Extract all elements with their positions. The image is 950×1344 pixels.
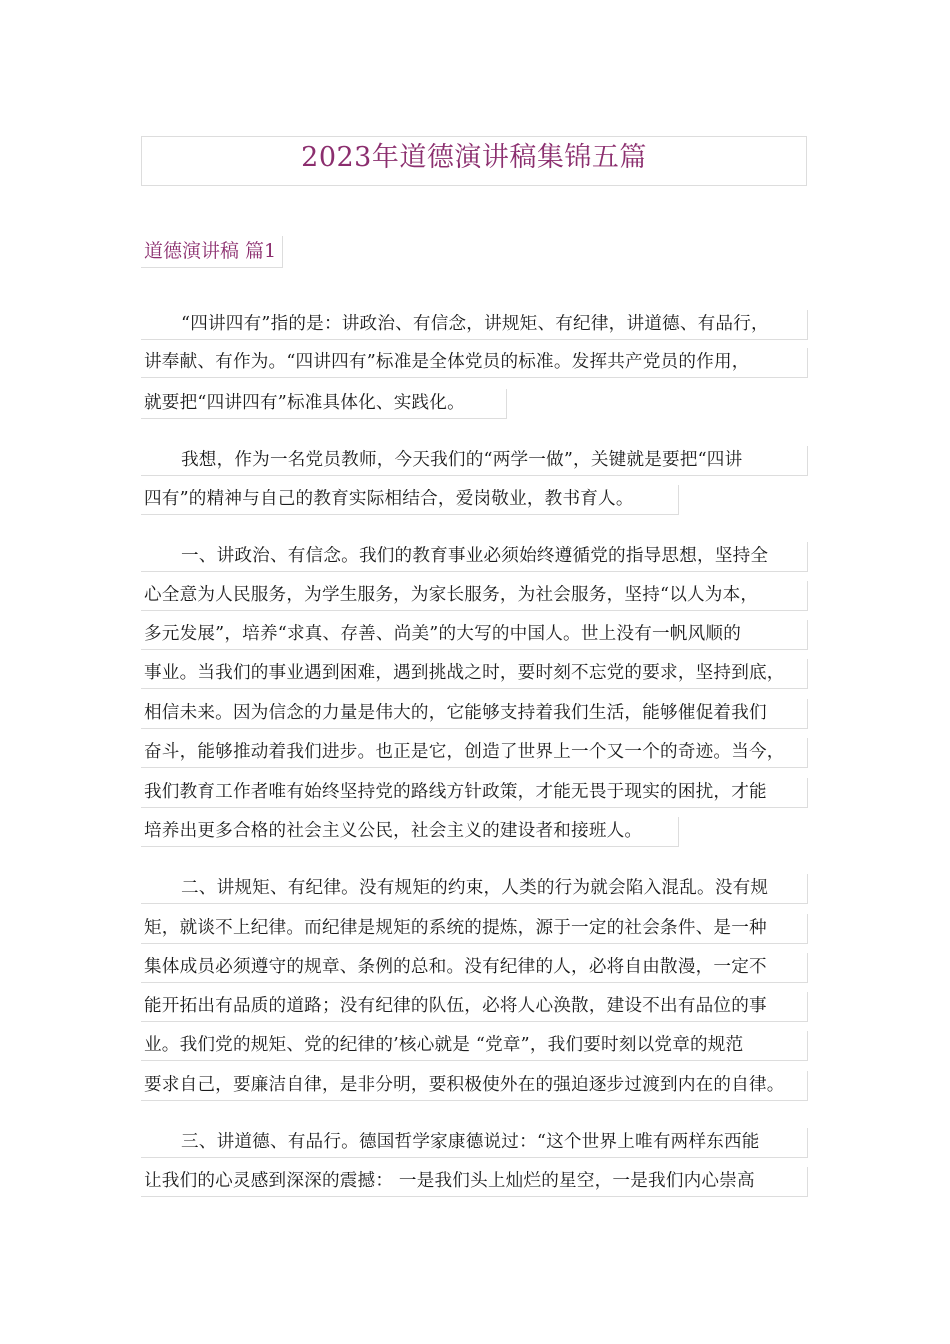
paragraph-line: 就要把“四讲四有”标准具体化、实践化。 [141,389,507,419]
paragraph-line: 矩，就谈不上纪律。而纪律是规矩的系统的提炼，源于一定的社会条件、是一种 [141,914,808,944]
paragraph-line: 能开拓出有品质的道路；没有纪律的队伍，必将人心涣散，建设不出有品位的事 [141,992,808,1022]
paragraph-line: 心全意为人民服务，为学生服务，为家长服务，为社会服务，坚持“以人为本， [141,581,808,611]
paragraph-line: 让我们的心灵感到深深的震撼： 一是我们头上灿烂的星空，一是我们内心崇高 [141,1167,808,1197]
paragraph-line: 相信未来。因为信念的力量是伟大的，它能够支持着我们生活，能够催促着我们 [141,699,808,729]
paragraph-line: 我想，作为一名党员教师，今天我们的“两学一做”，关键就是要把“四讲 [141,446,808,476]
paragraph-line: 一、讲政治、有信念。我们的教育事业必须始终遵循党的指导思想，坚持全 [141,542,808,572]
paragraph-line: 要求自己，要廉洁自律，是非分明，要积极使外在的强迫逐步过渡到内在的自律。 [141,1071,808,1101]
paragraph-line: 事业。当我们的事业遇到困难，遇到挑战之时，要时刻不忘党的要求，坚持到底， [141,659,808,689]
paragraph-line: 三、讲道德、有品行。德国哲学家康德说过：“这个世界上唯有两样东西能 [141,1128,808,1158]
document-title: 2023年道德演讲稿集锦五篇 [301,142,647,173]
document-title-box [141,136,807,186]
paragraph-line: 业。我们党的规矩、党的纪律的’核心就是 “党章”，我们要时刻以党章的规范 [141,1031,808,1061]
paragraph-line: 奋斗，能够推动着我们进步。也正是它，创造了世界上一个又一个的奇迹。当今， [141,738,808,768]
paragraph-line: 培养出更多合格的社会主义公民，社会主义的建设者和接班人。 [141,817,679,847]
section-heading: 道德演讲稿 篇1 [141,236,283,268]
paragraph-line: 我们教育工作者唯有始终坚持党的路线方针政策，才能无畏于现实的困扰，才能 [141,778,808,808]
paragraph-line: 讲奉献、有作为。“四讲四有”标准是全体党员的标准。发挥共产党员的作用， [141,348,808,378]
paragraph-line: “四讲四有”指的是：讲政治、有信念，讲规矩、有纪律，讲道德、有品行， [141,310,808,340]
paragraph-line: 四有”的精神与自己的教育实际相结合，爱岗敬业，教书育人。 [141,485,679,515]
paragraph-line: 二、讲规矩、有纪律。没有规矩的约束，人类的行为就会陷入混乱。没有规 [141,874,808,904]
paragraph-line: 集体成员必须遵守的规章、条例的总和。没有纪律的人，必将自由散漫，一定不 [141,953,808,983]
paragraph-line: 多元发展”，培养“求真、存善、尚美”的大写的中国人。世上没有一帆风顺的 [141,620,808,650]
